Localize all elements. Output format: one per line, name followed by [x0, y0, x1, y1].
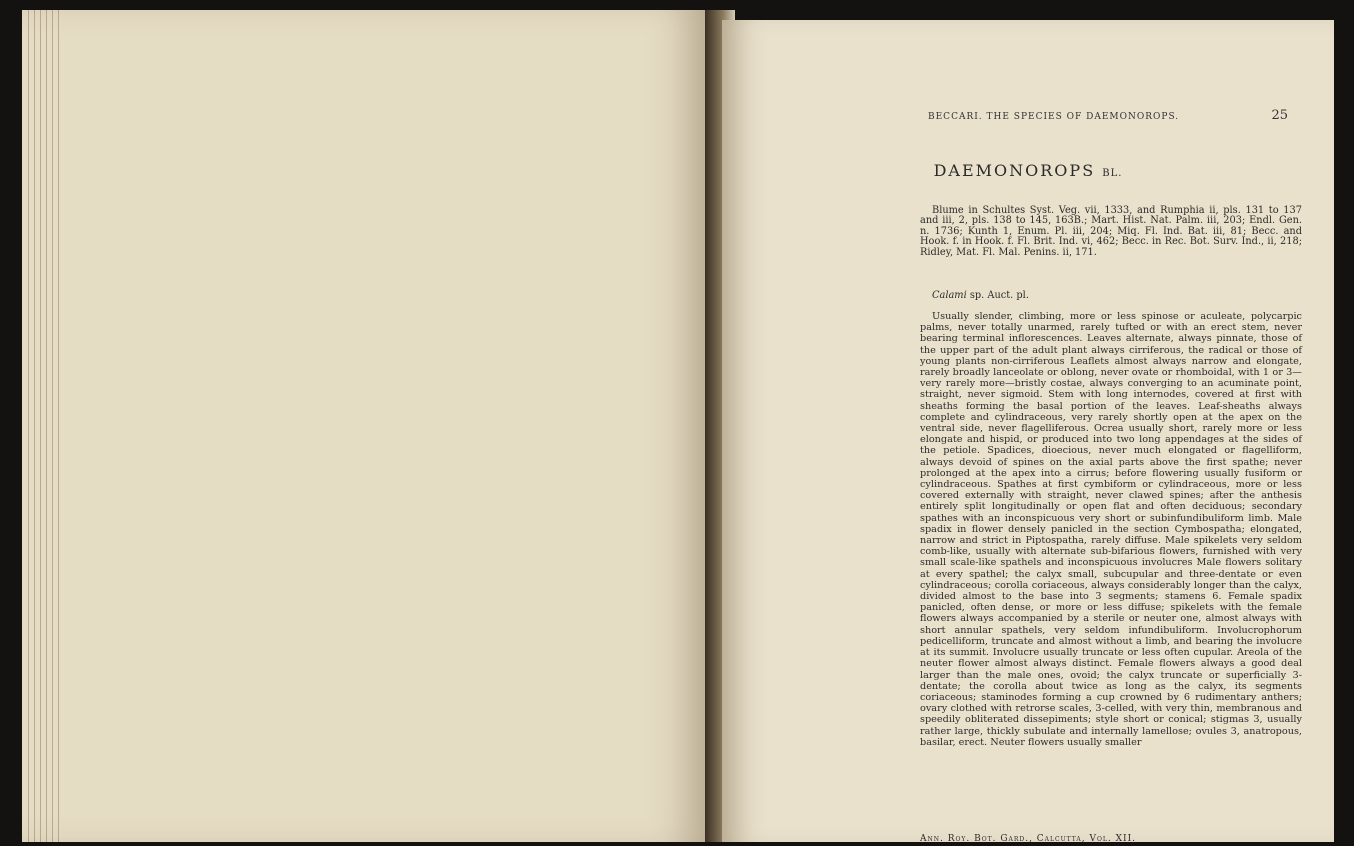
page-edge	[40, 10, 41, 842]
genus-name: DAEMONOROPS	[933, 161, 1096, 180]
synonym-line	[932, 290, 1029, 301]
references-paragraph: Blume in Schultes Syst. Veg. vii, 1333, and Rumphia ii, pls. 131 to 137 and iii, 2, pls. 138 to 145, 163B.; Mart. Hist. Nat. Palm. iii, 203; Endl. Gen. n. 1736; Kunth 1, Enum. Pl. iii, 204; Miq. Fl. Ind. Bat. iii, 81; Becc. and Hook. f. in Hook. f. Fl. Brit. Ind. vi, 462; Becc. in Rec. Bot. Surv. Ind., ii, 218; Ridley, Mat. Fl. Mal. Penins. ii, 171.	[920, 205, 1302, 258]
genus-description: Usually slender, climbing, more or less spinose or aculeate, polycarpic palms, never totally unarmed, rarely tufted or with an erect stem, never bearing terminal inflorescences. Leaves alternate, always pinnate, those of the upper part of the adult plant always cirriferous, the radical or those of young plants non-cirriferous Leaflets almost always narrow and elongate, rarely broadly lanceolate or oblong, never ovate or rhomboidal, with 1 or 3—very rarely more—bristly costae, always converging to an acuminate point, straight, never sigmoid. Stem with long internodes, covered at first with sheaths forming the basal portion of the leaves. Leaf-sheaths always complete and cylindraceous, very rarely shortly open at the apex on the ventral side, never flagelliferous. Ocrea usually short, rarely more or less elongate and hispid, or produced into two long appendages at the sides of the petiole. Spadices, dioecious, never much elongated or flagelliform, always devoid of spines on the axial parts above the first spathe; never prolonged at the apex into a cirrus; before flowering usually fusiform or cylindraceous. Spathes at first cymbiform or cylindraceous, more or less covered externally with straight, never clawed spines; after the anthesis entirely split longitudinally or open flat and often deciduous; secondary spathes with an inconspicuous very short or subinfundibuliform limb. Male spadix in flower densely panicled in the section Cymbospatha; elongated, narrow and strict in Piptospatha, rarely diffuse. Male spikelets very seldom comb-like, usually with alternate sub-bifarious flowers, furnished with very small scale-like spathels and inconspicuous involucres Male flowers solitary at every spathel; the calyx small, subcupular and three-dentate or even cylindraceous; corolla coriaceous, always considerably longer than the calyx, divided almost to the base into 3 segments; stamens 6. Female spadix panicled, often dense, or more or less diffuse; spikelets with the female flowers always accompanied by a sterile or neuter one, almost always with short annular spathels, very seldom infundibuliform. Involucrophorum pedicelliform, truncate and almost without a limb, and bearing the involucre at its summit. Involucre usually truncate or less often cupular. Areola of the neuter flower almost always distinct. Female flowers always a good deal larger than the male ones, ovoid; the calyx truncate or superficially 3-dentate; the corolla about twice as long as the calyx, its segments coriaceous; staminodes forming a cup crowned by 6 rudimentary anthers; ovary clothed with retrorse scales, 3-celled, with very thin, membranous and speedily obliterated dissepiments; style short or conical; stigmas 3, usually rather large, thickly subulate and internally lamellose; ovules 3, anatropous, basilar, erect. Neuter flowers usually smaller	[920, 311, 1302, 748]
page-footer: Ann. Roy. Bot. Gard., Calcutta, Vol. XII.	[920, 834, 1136, 844]
right-page	[722, 20, 1334, 842]
page-edge	[34, 10, 35, 842]
page-edge	[58, 10, 59, 842]
synonym-genus: Calami	[932, 290, 967, 301]
page-edge	[52, 10, 53, 842]
synonym-rest: sp. Auct. pl.	[966, 290, 1029, 301]
page-edge	[28, 10, 29, 842]
page-edge	[46, 10, 47, 842]
left-page-blank	[22, 10, 710, 842]
page-number: 25	[1271, 108, 1288, 123]
genus-authority: BL.	[1102, 168, 1123, 179]
running-head	[928, 108, 1288, 123]
genus-heading	[722, 161, 1334, 180]
running-head-title: BECCARI. THE SPECIES OF DAEMONOROPS.	[928, 112, 1180, 122]
